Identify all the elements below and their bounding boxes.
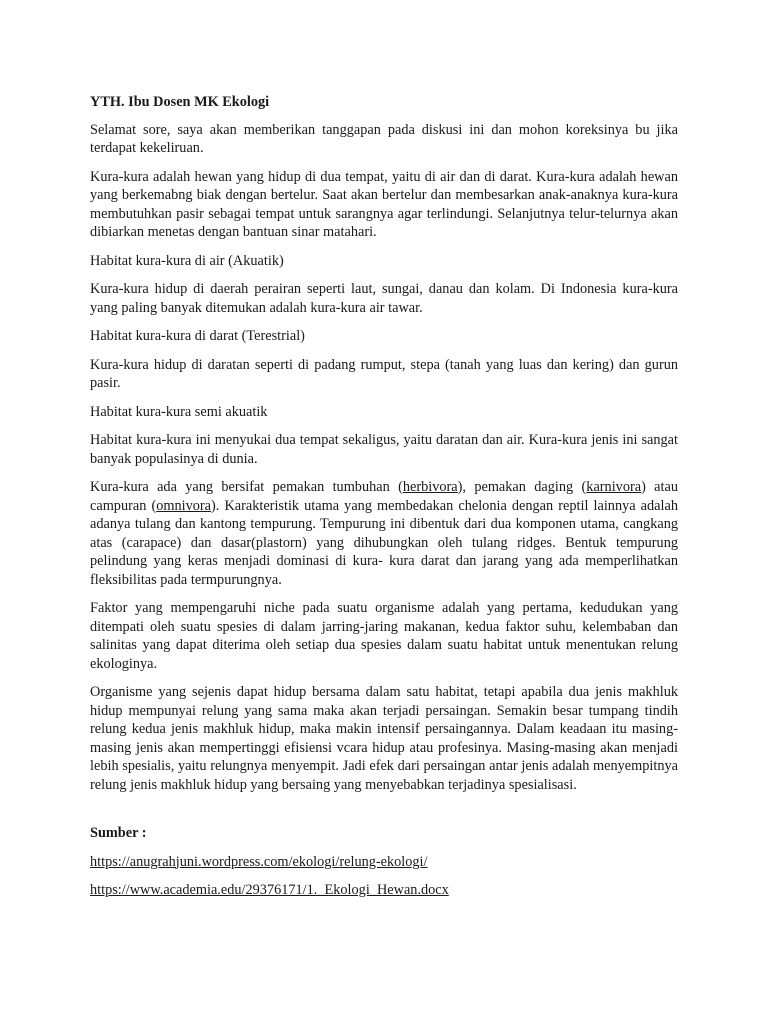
sources-title: Sumber : bbox=[90, 825, 147, 841]
letter-salutation: YTH. Ibu Dosen MK Ekologi bbox=[90, 94, 270, 110]
paragraph-competition: Organisme yang sejenis dapat hidup bersama dalam satu habitat, tetapi apabila dua jenis makhluk hidup mempunyai relung yang sama maka akan terjadi persaingan. Semakin besar tumpang tindih relung kedua jenis makhluk hidup, maka makin intensif persaingannya. Dalam keadaan itu masing-masing jenis akan mempertinggi efisiensi vcara hidup atau profesinya. Masing-masing akan menjadi lebih spesialis, yaitu relungnya menyempit. Jadi efek dari persaingan antar jenis adalah menyempitnya relung jenis makhluk hidup yang bersaing yang menyebabkan terjadinya spesialisasi. bbox=[90, 684, 678, 793]
paragraph-semi-aquatic: Habitat kura-kura ini menyukai dua tempat sekaligus, yaitu daratan dan air. Kura-kura jenis ini sangat banyak populasinya di dunia. bbox=[90, 432, 678, 467]
paragraph-aquatic: Kura-kura hidup di daerah perairan seperti laut, sungai, danau dan kolam. Di Indonesia kura-kura yang paling banyak ditemukan adalah kura-kura air tawar. bbox=[90, 281, 678, 316]
omnivora-term: omnivora bbox=[156, 497, 212, 514]
source-link-2[interactable]: https://www.academia.edu/29376171/1._Ekologi_Hewan.docx bbox=[90, 882, 449, 898]
paragraph-greeting: Selamat sore, saya akan memberikan tanggapan pada diskusi ini dan mohon koreksinya bu jika terdapat kekeliruan. bbox=[90, 121, 678, 156]
paragraph-diet-shell bbox=[90, 478, 678, 589]
herbivora-term: herbivora bbox=[402, 479, 458, 495]
paragraph-intro-turtle: Kura-kura adalah hewan yang hidup di dua tempat, yaitu di air dan di darat. Kura-kura adalah hewan yang berkemabng biak dengan bertelur. Saat akan bertelur dan membesarkan anak-anaknya kura-kura membutuhkan pasir sebagai tempat untuk sarangnya agar terlindungi. Selanjutnya telur-telurnya akan dibiarkan menetas dengan bantuan sinar matahari. bbox=[90, 168, 678, 240]
subheading-terrestrial-habitat: Habitat kura-kura di darat (Terestrial) bbox=[90, 328, 305, 344]
source-link-1[interactable]: https://anugrahjuni.wordpress.com/ekologi/relung-ekologi/ bbox=[90, 853, 428, 870]
diet-text-4: ). Karakteristik utama yang membedakan chelonia dengan reptil lainnya adalah adanya tulang dan kantong tempurung. Tempurung ini dibentuk dari dua komponen utama, cangkang atas (carapace) dan dasar(plastorn) yang dihubungkan oleh tulang ridges. Bentuk tempurung pelindung yang keras menjadi dominasi di kura- kura darat dan jarang yang ada memperlihatkan fleksibilitas pada termpurungnya. bbox=[90, 497, 678, 588]
diet-text-3: ) atau campuran ( bbox=[90, 479, 678, 514]
subheading-semi-aquatic-habitat: Habitat kura-kura semi akuatik bbox=[90, 403, 268, 420]
subheading-aquatic-habitat: Habitat kura-kura di air (Akuatik) bbox=[90, 252, 284, 269]
paragraph-terrestrial: Kura-kura hidup di daratan seperti di padang rumput, stepa (tanah yang luas dan kering) dan gurun pasir. bbox=[90, 356, 678, 391]
diet-text-1: Kura-kura ada yang bersifat pemakan tumbuhan ( bbox=[90, 479, 403, 495]
karnivora-term: karnivora bbox=[586, 479, 642, 495]
paragraph-niche-factors: Faktor yang mempengaruhi niche pada suatu organisme adalah yang pertama, kedudukan yang ditempati oleh suatu spesies di dalam jarring-jaring makanan, kedua faktor suhu, kelembaban dan salinitas yang dapat diterima oleh setiap dua spesies dalam suatu habitat untuk menentukan relung ekologinya. bbox=[90, 600, 678, 672]
document-page bbox=[90, 93, 678, 910]
diet-text-2: ), pemakan daging ( bbox=[457, 479, 587, 495]
